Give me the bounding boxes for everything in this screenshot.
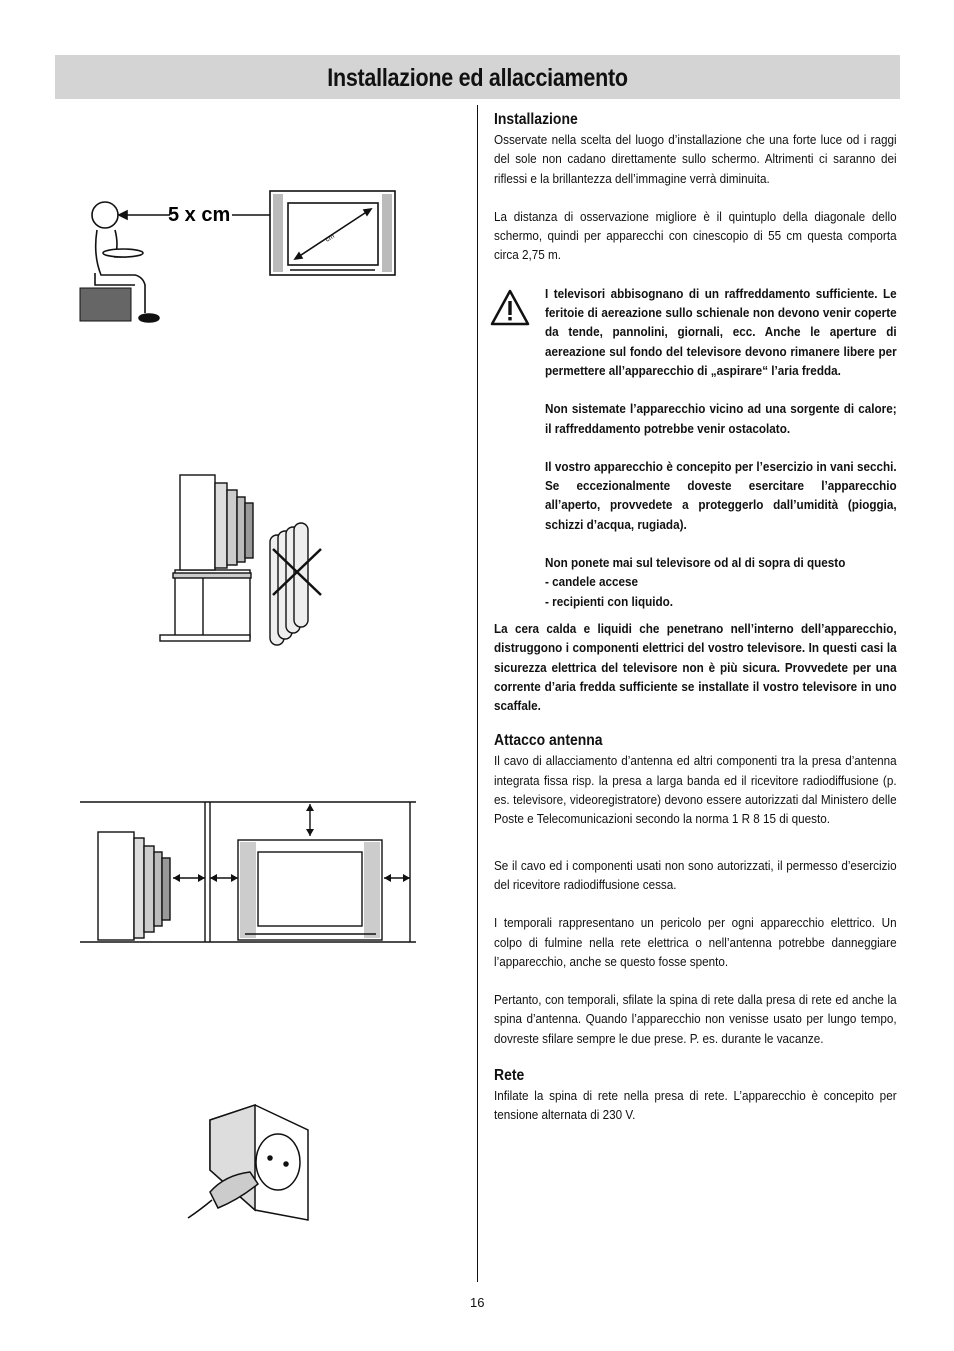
installazione-paragraph-2: La distanza di osservazione migliore è il quintuplo della diagonale dello schermo, quindi per apparecchi con cinescopio di 55 cm questa comporta circa 2,75 m. bbox=[494, 208, 897, 263]
rete-paragraph-1: Infilate la spina di rete nella presa di rete. L’apparecchio è concepito per tensione alternata di 230 V. bbox=[494, 1087, 897, 1123]
diagonal-label: cm bbox=[324, 232, 336, 244]
ventilation-warning-box bbox=[494, 284, 897, 611]
warning-list-item: - candele accese bbox=[545, 574, 639, 590]
warning-list-item: - recipienti con liquido. bbox=[545, 593, 674, 609]
page-number: 16 bbox=[470, 1295, 485, 1310]
warning-paragraph-4: Non ponete mai sul televisore od al di sopra di questo bbox=[545, 555, 846, 571]
shelf-clearance-illustration bbox=[80, 800, 416, 945]
installazione-paragraph-1: Osservate nella scelta del luogo d’installazione che una forte luce od i raggi del sole non cadano direttamente sullo schermo. Altrimenti ci saranno dei riflessi e la brillantezza dell’immagine verrà diminuita. bbox=[494, 132, 897, 186]
warning-triangle-icon bbox=[490, 288, 530, 328]
plug-socket-illustration bbox=[180, 1100, 315, 1225]
viewing-distance-illustration bbox=[75, 185, 405, 330]
antenna-paragraph-4: Pertanto, con temporali, sfilate la spina di rete dalla presa di rete ed anche la spina d’antenna. Quando l’apparecchio non venisse usato per lungo tempo, dovreste sfilare sempre le due prese. P. es. durante le vacanze. bbox=[494, 992, 897, 1046]
warning-paragraph-3: Il vostro apparecchio è concepito per l’esercizio in vani secchi. Se eccezionalmente doveste esercitare l’apparecchio all’aperto, provvedete a proteggerlo dall’umidità (pioggia, schizzi d’acqua, rugiada). bbox=[545, 458, 897, 532]
distance-label: 5 x cm bbox=[168, 204, 231, 226]
column-divider bbox=[477, 105, 478, 1282]
warning-paragraph-1: I televisori abbisognano di un raffreddamento sufficiente. Le feritoie di aereazione sullo schienale non devono venir coperte da tende, pannolini, giornali, ecc. Anche le aperture di aereazione sul fondo del televisore devono rimanere libere per permettere all’apparecchio di „aspirare“ l’aria fredda. bbox=[545, 285, 897, 378]
wax-liquid-note: La cera calda e liquidi che penetrano nell’interno dell’apparecchio, distruggono i componenti elettrici del vostro televisore. In questi casi la sicurezza elettrica del televisore non è più sicura. Provvedete per una corrente d’aria fredda sufficiente se installate il vostro televisore in uno scaffale. bbox=[494, 620, 897, 714]
antenna-paragraph-2: Se il cavo ed i componenti usati non sono autorizzati, il permesso d’esercizio del ricevitore radiodiffusione cessa. bbox=[494, 857, 897, 892]
antenna-paragraph-3: I temporali rappresentano un pericolo per ogni apparecchio elettrico. Un colpo di fulmine nella rete elettrica o nell’antenna potrebbe danneggiare l’apparecchio, anche se questo fosse spento. bbox=[494, 915, 897, 969]
text-column bbox=[494, 110, 897, 1125]
title-bar bbox=[55, 55, 900, 99]
section-heading-installazione: Installazione bbox=[494, 111, 578, 128]
page-title: Installazione ed allacciamento bbox=[327, 64, 628, 92]
heater-warning-illustration bbox=[155, 465, 335, 650]
warning-paragraph-2: Non sistemate l’apparecchio vicino ad una sorgente di calore; il raffreddamento potrebbe venir ostacolato. bbox=[545, 401, 897, 436]
section-heading-antenna: Attacco antenna bbox=[494, 732, 603, 750]
antenna-paragraph-1: Il cavo di allacciamento d’antenna ed altri componenti tra la presa d’antenna integrata fissa risp. la presa a larga banda ed il ricevitore radiodiffusione (p. es. televisore, videoregistratore) devono essere autorizzati dal Ministero delle Poste e Telecomunicazioni secondo la norma 1 R 8 15 di questo. bbox=[494, 753, 897, 827]
section-heading-rete: Rete bbox=[494, 1066, 525, 1084]
